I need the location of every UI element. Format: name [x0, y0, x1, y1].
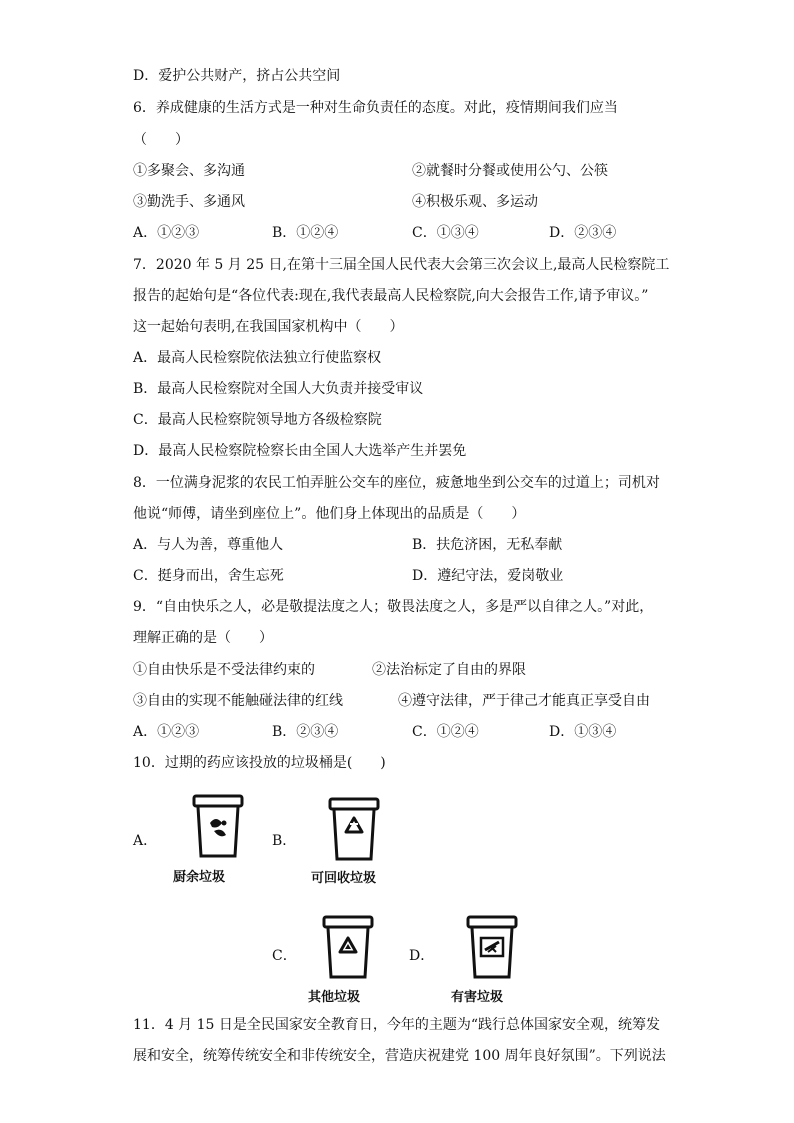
hazardous-icon	[464, 914, 520, 980]
q7-option-a: A．最高人民检察院依法独立行使监察权	[133, 350, 382, 366]
q6-item-3: ③勤洗手、多通风	[133, 194, 245, 210]
q7-stem-line-2: 报告的起始句是“各位代表:现在,我代表最高人民检察院,向大会报告工作,请予审议。”	[133, 288, 649, 304]
q11-stem-line-2: 展和安全，统筹传统安全和非传统安全，营造庆祝建党 100 周年良好氛围”。下列说法	[133, 1048, 666, 1064]
q9-stem-line-2: 理解正确的是（ ）	[133, 630, 273, 646]
q6-option-b: B．①②④	[272, 225, 339, 241]
q8-stem-line-2: 他说“师傅，请坐到座位上”。他们身上体现出的品质是（ ）	[133, 506, 526, 522]
q8-option-a: A．与人为善，尊重他人	[133, 537, 284, 553]
q10-stem: 10．过期的药应该投放的垃圾桶是( )	[133, 755, 386, 771]
q7-option-c: C．最高人民检察院领导地方各级检察院	[133, 412, 382, 428]
q10-letter-b: B．	[272, 833, 297, 849]
q9-option-c: C．①②④	[412, 724, 479, 740]
q10-letter-a: A．	[133, 833, 158, 849]
q6-item-2: ②就餐时分餐或使用公勺、公筷	[412, 163, 608, 179]
food-waste-icon	[190, 793, 246, 859]
q9-option-a: A．①②③	[133, 724, 200, 740]
q9-item-4: ④遵守法律，严于律己才能真正享受自由	[398, 693, 650, 709]
q6-option-a: A．①②③	[133, 225, 200, 241]
q9-item-2: ②法治标定了自由的界限	[372, 662, 526, 678]
q10-label-b: 可回收垃圾	[311, 871, 377, 886]
q7-option-b: B．最高人民检察院对全国人大负责并接受审议	[133, 381, 424, 397]
q6-stem: 6．养成健康的生活方式是一种对生命负责任的态度。对此，疫情期间我们应当	[133, 100, 618, 116]
q10-label-a: 厨余垃圾	[173, 870, 226, 885]
q8-option-c: C．挺身而出，舍生忘死	[133, 568, 284, 584]
q11-stem-line-1: 11．4 月 15 日是全民国家安全教育日，今年的主题为“践行总体国家安全观，统筹发	[133, 1017, 661, 1033]
q6-item-1: ①多聚会、多沟通	[133, 163, 245, 179]
q6-blank: （ ）	[133, 132, 189, 148]
q5-option-d: D．爱护公共财产，挤占公共空间	[133, 68, 341, 84]
q8-option-d: D．遵纪守法，爱岗敬业	[412, 568, 564, 584]
q7-stem-line-3: 这一起始句表明,在我国国家机构中（ ）	[133, 319, 404, 335]
q6-option-c: C．①③④	[412, 225, 479, 241]
q6-option-d: D．②③④	[549, 225, 617, 241]
q10-label-c: 其他垃圾	[308, 990, 361, 1005]
other-waste-icon	[320, 914, 376, 980]
q10-letter-c: C．	[272, 948, 297, 964]
q6-item-4: ④积极乐观、多运动	[412, 194, 538, 210]
q8-stem-line-1: 8．一位满身泥浆的农民工怕弄脏公交车的座位，疲惫地坐到公交车的过道上；司机对	[133, 475, 660, 491]
q10-letter-d: D．	[409, 948, 435, 964]
q9-option-d: D．①③④	[549, 724, 617, 740]
q9-option-b: B．②③④	[272, 724, 339, 740]
recycle-icon	[326, 796, 382, 862]
q9-stem-line-1: 9．“自由快乐之人，必是敬提法度之人；敬畏法度之人，多是严以自律之人。”对此，	[133, 599, 654, 615]
q7-option-d: D．最高人民检察院检察长由全国人大选举产生并罢免	[133, 443, 467, 459]
q9-item-3: ③自由的实现不能触碰法律的红线	[133, 693, 343, 709]
q7-stem-line-1: 7．2020 年 5 月 25 日,在第十三届全国人民代表大会第三次会议上,最高人民检察院工	[133, 257, 670, 273]
q9-item-1: ①自由快乐是不受法律约束的	[133, 662, 315, 678]
q10-label-d: 有害垃圾	[451, 990, 504, 1005]
q8-option-b: B．扶危济困，无私奉献	[412, 537, 563, 553]
